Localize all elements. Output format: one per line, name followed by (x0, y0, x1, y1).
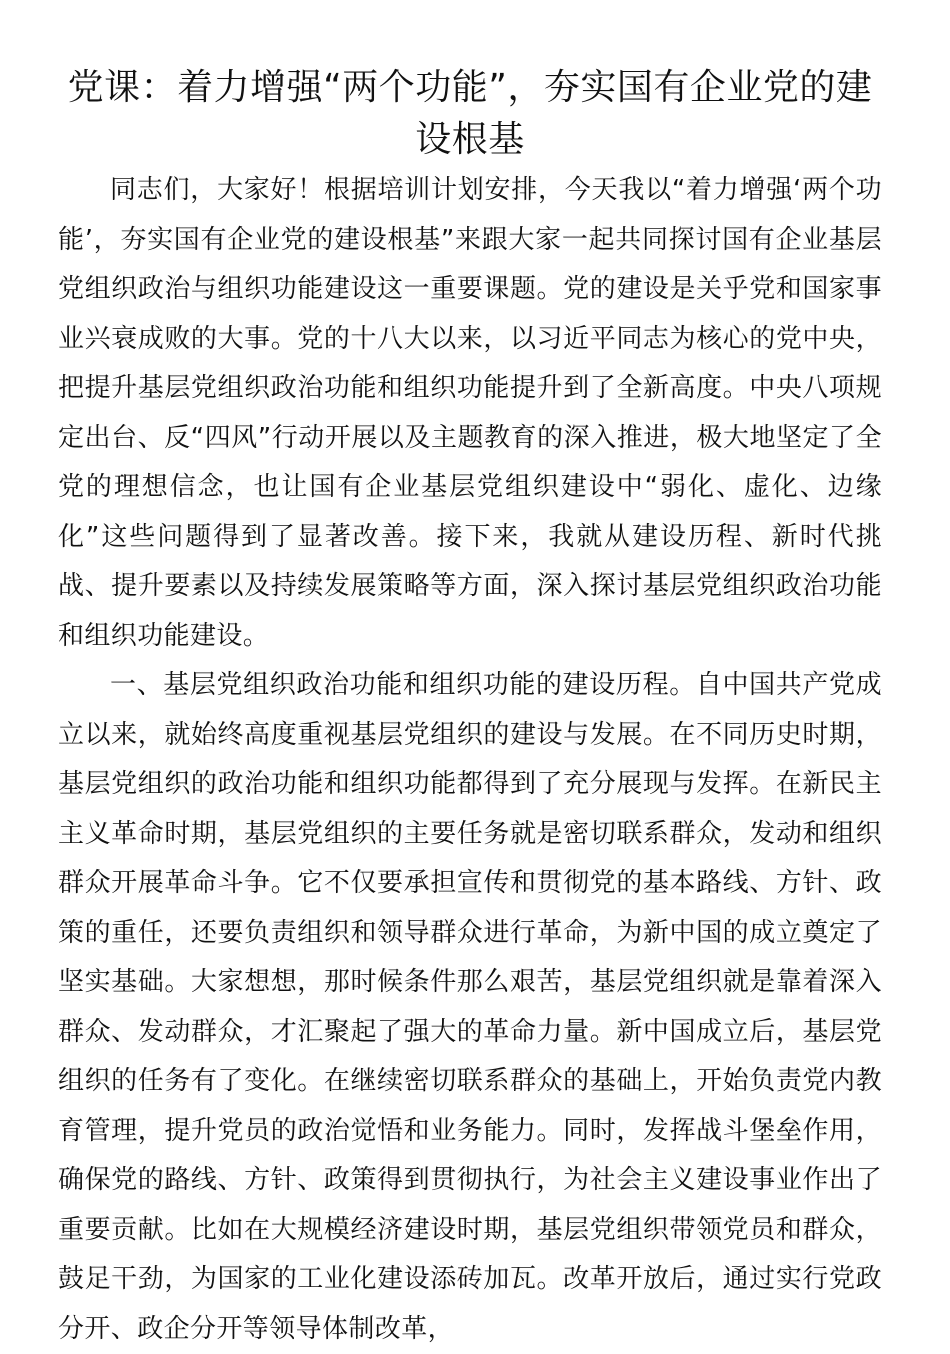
paragraph-section-one: 一、基层党组织政治功能和组织功能的建设历程。自中国共产党成立以来，就始终高度重视基层党组织的建设与发展。在不同历史时期，基层党组织的政治功能和组织功能都得到了充分展现与发挥。在新民主主义革命时期，基层党组织的主要任务就是密切联系群众，发动和组织群众开展革命斗争。它不仅要承担宣传和贯彻党的基本路线、方针、政策的重任，还要负责组织和领导群众进行革命，为新中国的成立奠定了坚实基础。大家想想，那时候条件那么艰苦，基层党组织就是靠着深入群众、发动群众，才汇聚起了强大的革命力量。新中国成立后，基层党组织的任务有了变化。在继续密切联系群众的基础上，开始负责党内教育管理，提升党员的政治觉悟和业务能力。同时，发挥战斗堡垒作用，确保党的路线、方针、政策得到贯彻执行，为社会主义建设事业作出了重要贡献。比如在大规模经济建设时期，基层党组织带领党员和群众，鼓足干劲，为国家的工业化建设添砖加瓦。改革开放后，通过实行党政分开、政企分开等领导体制改革， (58, 670, 882, 1344)
paragraph-intro: 同志们，大家好！根据培训计划安排，今天我以“着力增强‘两个功能’，夯实国有企业党的建设根基”来跟大家一起共同探讨国有企业基层党组织政治与组织功能建设这一重要课题。党的建设是关乎党和国家事业兴衰成败的大事。党的十八大以来，以习近平同志为核心的党中央，把提升基层党组织政治功能和组织功能提升到了全新高度。中央八项规定出台、反“四风”行动开展以及主题教育的深入推进，极大地坚定了全党的理想信念，也让国有企业基层党组织建设中“弱化、虚化、边缘化”这些问题得到了显著改善。接下来，我就从建设历程、新时代挑战、提升要素以及持续发展策略等方面，深入探讨基层党组织政治功能和组织功能建设。 (58, 175, 882, 651)
document-title: 党课：着力增强“两个功能”，夯实国有企业党的建设根基 (67, 67, 873, 160)
